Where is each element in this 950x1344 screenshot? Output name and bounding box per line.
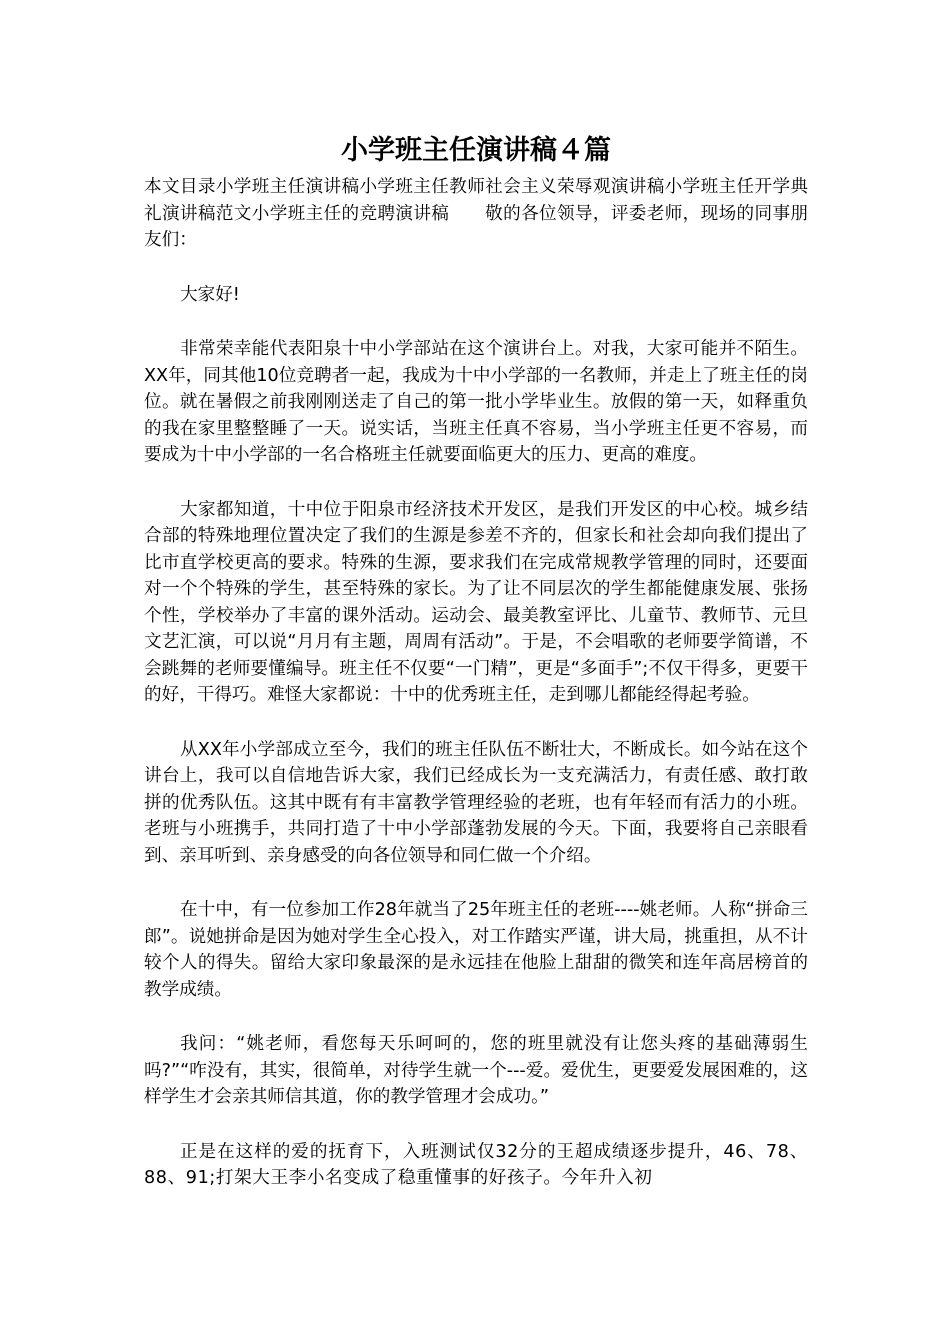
document-title: 小学班主任演讲稿４篇 [341, 135, 611, 166]
table-of-contents-paragraph: 本文目录小学班主任演讲稿小学班主任教师社会主义荣辱观演讲稿小学班主任开学典礼演讲稿范文小学班主任的竞聘演讲稿 敬的各位领导，评委老师，现场的同事朋友们： [144, 177, 808, 250]
body-paragraph: 在十中，有一位参加工作28年就当了25年班主任的老班----姚老师。人称“拼命三郎”。说她拼命是因为她对学生全心投入，对工作踏实严谨，讲大局，挑重担，从不计较个人的得失。留给大家印象最深的是永远挂在他脸上甜甜的微笑和连年高居榜首的教学成绩。 [144, 900, 808, 1000]
body-paragraph: 非常荣幸能代表阳泉十中小学部站在这个演讲台上。对我，大家可能并不陌生。XX年，同其他10位竞聘者一起，我成为十中小学部的一名教师，并走上了班主任的岗位。就在暑假之前我刚刚送走了自己的第一批小学毕业生。放假的第一天，如释重负的我在家里整整睡了一天。说实话，当班主任真不容易，当小学班主任更不容易，而要成为十中小学部的一名合格班主任就要面临更大的压力、更高的难度。 [144, 339, 808, 465]
greeting-paragraph: 大家好! [180, 284, 240, 305]
body-paragraph: 从XX年小学部成立至今，我们的班主任队伍不断壮大，不断成长。如今站在这个讲台上，我可以自信地告诉大家，我们已经成长为一支充满活力，有责任感、敢打敢拼的优秀队伍。这其中既有有丰富教学管理经验的老班，也有年轻而有活力的小班。老班与小班携手，共同打造了十中小学部蓬勃发展的今天。下面，我要将自己亲眼看到、亲耳听到、亲身感受的向各位领导和同仁做一个介绍。 [144, 739, 808, 866]
body-paragraph: 我问：“姚老师，看您每天乐呵呵的，您的班里就没有让您头疼的基础薄弱生吗?”“咋没有，其实，很简单，对待学生就一个---爱。爱优生，更要爱发展困难的，这样学生才会亲其师信其道，你的教学管理才会成功。” [144, 1034, 808, 1107]
document-page [144, 128, 808, 1192]
body-paragraph: 大家都知道，十中位于阳泉市经济技术开发区，是我们开发区的中心校。城乡结合部的特殊地理位置决定了我们的生源是参差不齐的，但家长和社会却向我们提出了比市直学校更高的要求。特殊的生源，要求我们在完成常规教学管理的同时，还要面对一个个特殊的学生，甚至特殊的家长。为了让不同层次的学生都能健康发展、张扬个性，学校举办了丰富的课外活动。运动会、最美教室评比、儿童节、教师节、元旦文艺汇演，可以说“月月有主题，周周有活动”。于是，不会唱歌的老师要学简谱，不会跳舞的老师要懂编导。班主任不仅要“一门精”，更是“多面手”;不仅干得多，更要干的好，干得巧。难怪大家都说：十中的优秀班主任，走到哪儿都能经得起考验。 [144, 499, 808, 705]
document-body [144, 174, 808, 1192]
body-paragraph: 正是在这样的爱的抚育下，入班测试仅32分的王超成绩逐步提升，46、78、88、91;打架大王李小名变成了稳重懂事的好孩子。今年升入初 [144, 1141, 808, 1188]
